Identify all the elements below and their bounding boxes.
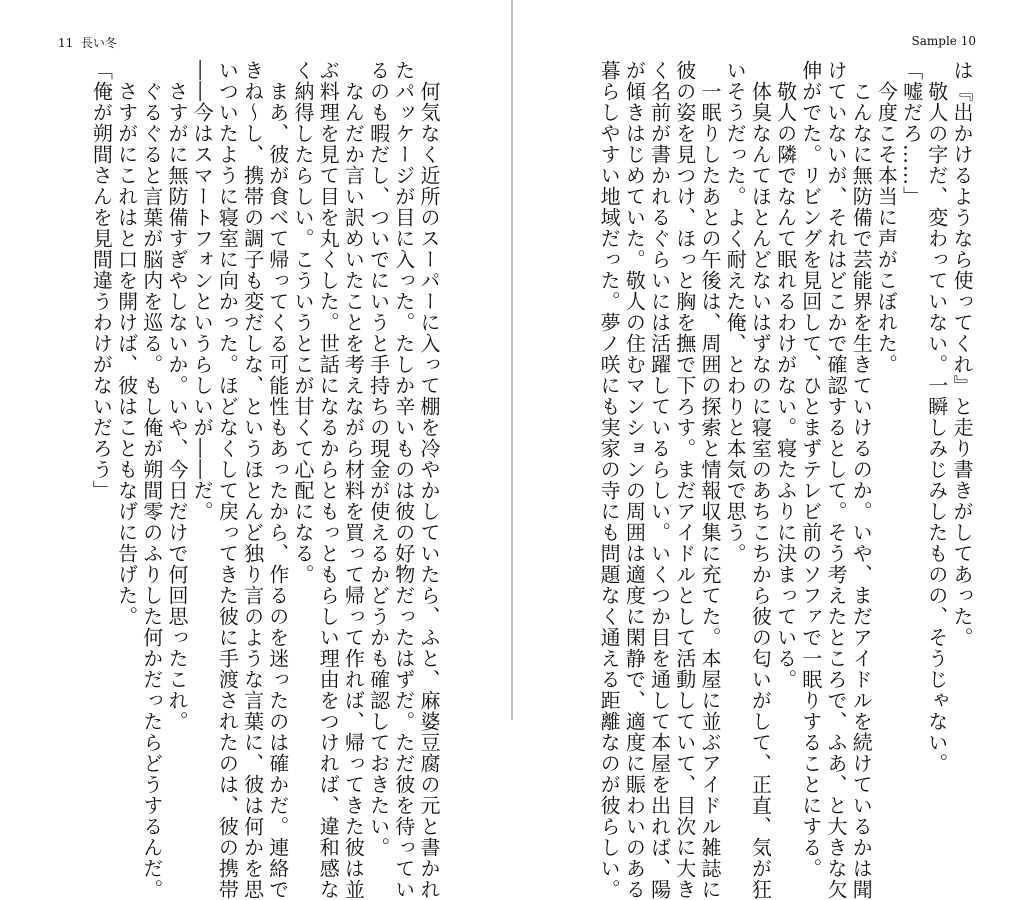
text-line: 彼の姿を見つけ、ほっと胸を撫で下ろす。まだアイドルとして活動していて、目次に大き [672, 60, 697, 900]
text-line: さすがに無防備すぎやしないか。いや、今日だけで何回思ったこれ。 [164, 60, 189, 732]
text-line: ぶ料理を見て目を丸くした。世話になるからともっともらしい理由をつければ、違和感な [316, 60, 341, 900]
text-line: まあ、彼が食べて帰ってくる可能性もあったから、作るのを迷ったのは確かだ。連絡で [265, 60, 290, 900]
text-line: けていないが、それはどこかで確認するとして。そう考えたところで、ふあ、と大きな欠 [823, 60, 848, 900]
text-line: ぐるぐると言葉が脳内を巡る。もし俺が朔間零のふりした何かだったらどうするんだ。 [139, 60, 164, 900]
page-number: 10 [960, 34, 976, 48]
text-line: く名前が書かれるぐらいには活躍しているらしい。いくつか目を通して本屋を出れば、陽 [647, 60, 672, 900]
text-line: いついたように寝室に向かった。ほどなくして戻ってきた彼に手渡されたのは、彼の携帯 [215, 60, 240, 900]
text-line: 敬人の隣でなんて眠れるわけがない。寝たふりに決まっている。 [773, 60, 798, 690]
running-title: 長い冬 [80, 36, 117, 50]
right-page [513, 0, 1024, 900]
page-header [58, 34, 117, 51]
left-page [0, 0, 511, 900]
text-line: なんだか言い訳めいたことを考えながら材料を買って帰って作れば、帰ってきた彼は並 [341, 60, 366, 900]
vertical-text-body [88, 60, 441, 900]
vertical-text-body [596, 60, 974, 900]
text-line: 伸がでた。リビングを見回して、ひとまずテレビ前のソファで一眠りすることにする。 [798, 60, 823, 879]
text-line: るのも暇だし、ついでにいうと手持ちの現金が使えるかどうかも確認しておきたい。 [366, 60, 391, 858]
text-line: 今度こそ本当に声がこぼれた。 [874, 60, 899, 375]
text-line: ――今はスマートフォンというらしいが――だ。 [190, 60, 215, 522]
text-line: が傾きはじめていた。敬人の住むマンションの周囲は適度に閑静で、適度に賑わいのある [622, 60, 647, 900]
text-line: 「嘘だろ……」 [899, 60, 924, 207]
page-header [912, 34, 976, 48]
text-line: く納得したらしい。こういうとこが甘くて心配になる。 [290, 60, 315, 585]
text-line: は『出かけるようなら使ってくれ』と走り書きがしてあった。 [950, 60, 974, 648]
text-line: 何気なく近所のスーパーに入って棚を冷やかしていたら、ふと、麻婆豆腐の元と書かれ [417, 60, 441, 900]
text-line: いそうだった。よく耐えた俺、とわりと本気で思う。 [723, 60, 748, 564]
text-line: きね～し、携帯の調子も変だしな、というほとんど独り言のような言葉に、彼は何かを思 [240, 60, 265, 900]
text-line: 「俺が朔間さんを見間違うわけがないだろう」 [89, 60, 114, 501]
running-title: Sample [911, 34, 957, 48]
text-line: こんなに無防備で芸能界を生きていけるのか。いや、まだアイドルを続けているかは聞 [849, 60, 874, 900]
text-line: 敬人の字だ、変わっていない。一瞬しみじみしたものの、そうじゃない。 [924, 60, 949, 774]
text-line: 体臭なんてほとんどないはずなのに寝室のあちこちから彼の匂いがして、正直、気が狂 [748, 60, 773, 900]
text-line: 暮らしやすい地域だった。夢ノ咲にも実家の寺にも問題なく通える距離なのが彼らしい。 [597, 60, 622, 900]
text-line: さすがにこれはと口を開けば、彼はこともなげに告げた。 [114, 60, 139, 627]
page-number: 11 [58, 36, 74, 50]
text-line: 一眠りしたあとの午後は、周囲の探索と情報収集に充てた。本屋に並ぶアイドル雑誌に [697, 60, 722, 900]
text-line: たパッケージが目に入った。たしか辛いものは彼の好物だったはずだ。ただ彼を待ってい [391, 60, 416, 900]
